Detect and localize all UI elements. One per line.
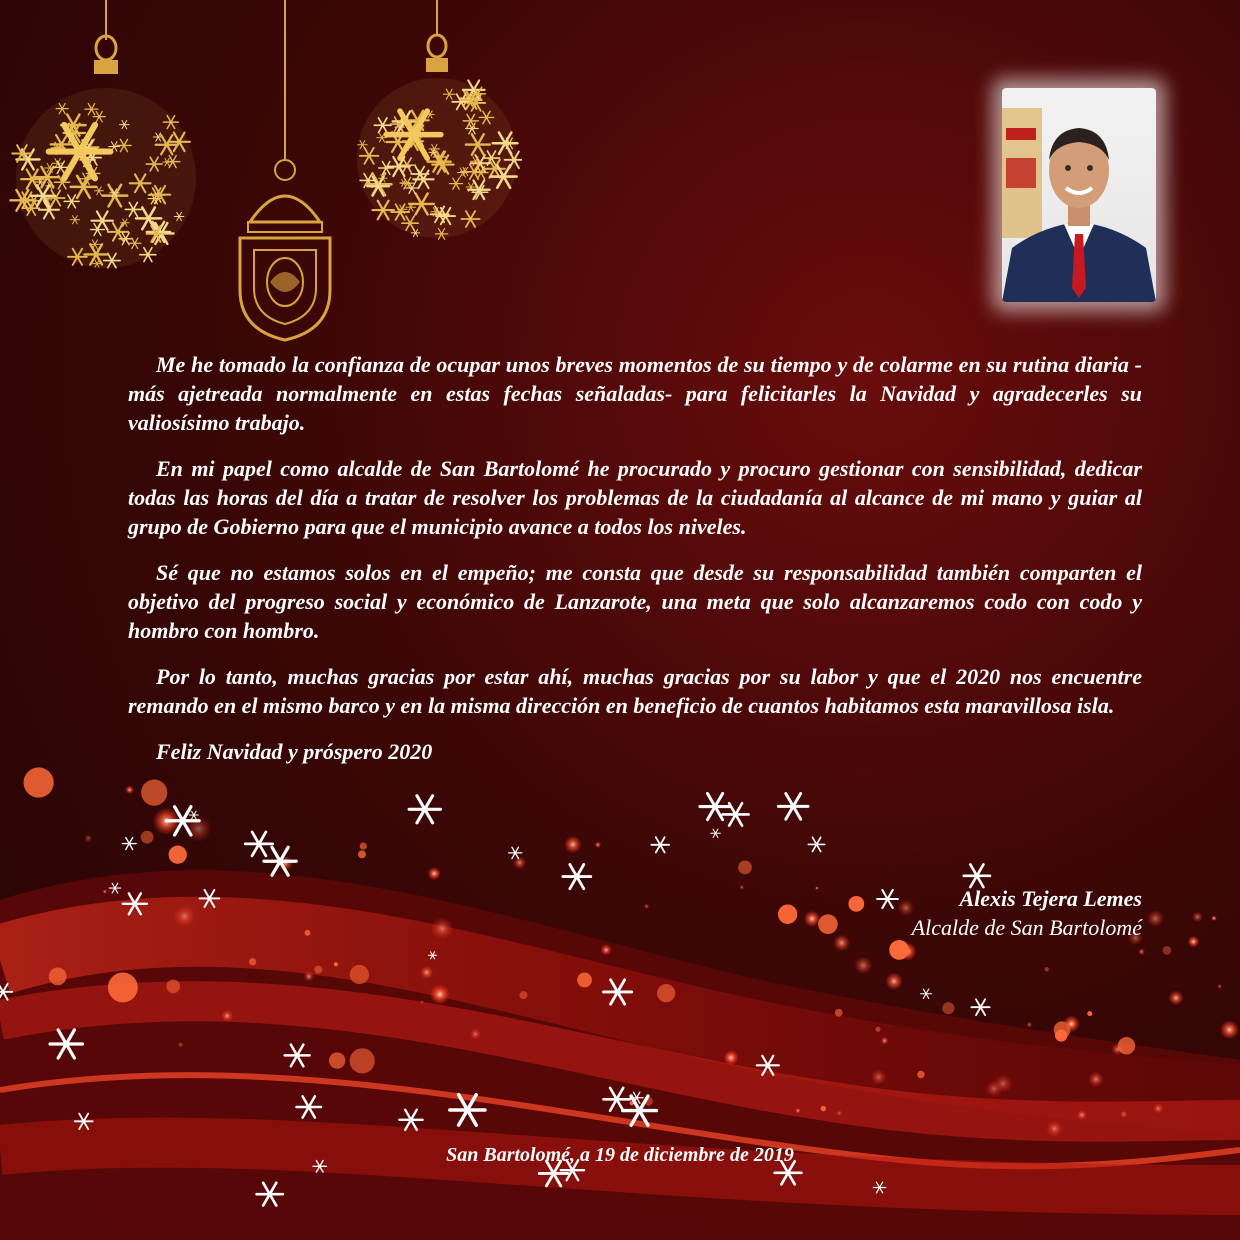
letter-greeting: Feliz Navidad y próspero 2020 [156, 739, 433, 764]
snowflake-ball-ornament-right [352, 0, 522, 250]
signature-name: Alexis Tejera Lemes [959, 886, 1142, 911]
coat-of-arms-ornament [230, 0, 340, 350]
mayor-portrait-photo [1002, 88, 1156, 302]
letter-body [128, 350, 1142, 783]
signature-title: Alcalde de San Bartolomé [911, 915, 1142, 940]
letter-paragraph-4: Por lo tanto, muchas gracias por estar ahí, muchas gracias por su labor y que el 2020 nos encuentre remando en el mismo barco y en la misma dirección en beneficio de cuantos habitamos esta maravillosa isla. [128, 664, 1142, 718]
signature-block [912, 884, 1142, 942]
letter-paragraph-2: En mi papel como alcalde de San Bartolomé he procurado y procuro gestionar con sensibilidad, dedicar todas las horas del día a tratar de resolver los problemas de la ciudadanía al alcance de mi mano y guiar al grupo de Gobierno para que el municipio avance a todos los niveles. [128, 456, 1142, 539]
letter-paragraph-1: Me he tomado la confianza de ocupar unos breves momentos de su tiempo y de colarme en su rutina diaria -más ajetreada normalmente en estas fechas señaladas- para felicitarles la Navidad y agradecerles su valiosísimo trabajo. [128, 352, 1142, 435]
letter-paragraph-3: Sé que no estamos solos en el empeño; me consta que desde su responsabilidad también comparten el objetivo del progreso social y económico de Lanzarote, una meta que solo alcanzaremos codo con codo y hombro con hombro. [128, 560, 1142, 643]
footer-date: San Bartolomé, a 19 de diciembre de 2019 [446, 1144, 794, 1166]
snowflake-ball-ornament-left [6, 0, 206, 280]
portrait-illustration [1002, 88, 1156, 302]
